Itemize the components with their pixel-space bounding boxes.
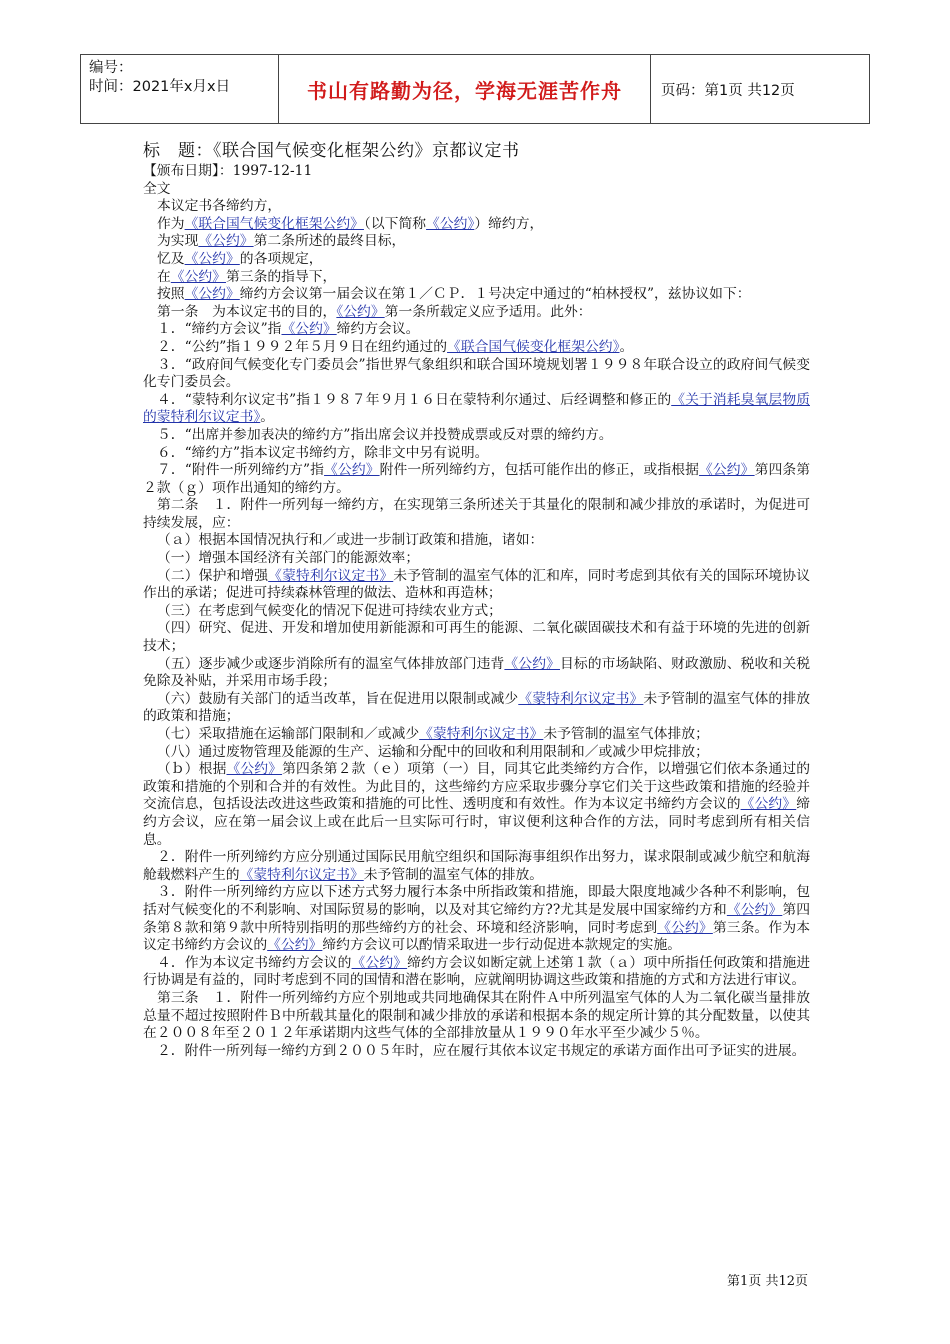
paragraph-text: 本议定书各缔约方， <box>157 198 282 215</box>
paragraph-text: 第四条第８款和第９款中所特别指明的那些缔约方的社会、环境和经济影响，同时考虑到 <box>143 901 811 936</box>
document-link[interactable]: 《联合国气候变化框架公约》 <box>447 338 620 355</box>
paragraph <box>143 269 810 287</box>
paragraph <box>143 532 810 550</box>
document-link[interactable]: 《公约》 <box>226 761 283 778</box>
paragraph-text: （一）增强本国经济有关部门的能源效率； <box>157 550 420 567</box>
paragraph-text: 。 <box>619 338 634 355</box>
paragraph <box>143 990 810 1043</box>
paragraph-text: 第二条 １．附件一所列每一缔约方，在实现第三条所述关于其量化的限制和减少排放的承诺时，为促进可持续发展，应： <box>143 497 810 531</box>
paragraph-text: 第一条 为本议定书的目的， <box>157 303 337 320</box>
paragraph-text: （八）通过废物管理及能源的生产、运输和分配中的回收和利用限制和／或减少甲烷排放； <box>157 743 709 760</box>
paragraph <box>143 339 810 357</box>
document-link[interactable]: 《公约》 <box>657 919 713 936</box>
paragraph-text: ）缔约方， <box>474 215 544 232</box>
paragraph <box>143 744 810 762</box>
paragraph-text: （ａ）根据本国情况执行和／或进一步制订政策和措施，诸如： <box>157 532 544 549</box>
paragraph-text: ４．作为本议定书缔约方会议的 <box>157 954 352 971</box>
paragraph <box>143 251 810 269</box>
paragraph-text: 未予管制的温室气体排放； <box>543 726 709 742</box>
document-link[interactable]: 《公约》 <box>267 937 323 954</box>
document-link[interactable]: 《公约》 <box>504 655 560 672</box>
header-page-info: 页码：第1页 共12页 <box>661 82 795 99</box>
paragraph <box>143 849 810 884</box>
paragraph-text: 第四条第２款（ｅ）项第（一）目，同其它此类缔约方合作，以增强它们依本条通过的政策和措施的个别和合并的有效性。为此目的，这些缔约方应采取步骤分享它们关于这些政策和措施的经验并交流信息，包括设法改进这些政策和措施的可比性、透明度和有效性。作为本议定书缔约方会议的 <box>143 761 811 813</box>
paragraph <box>143 233 810 251</box>
document-time-label: 时间：2021年x月x日 <box>89 79 231 95</box>
paragraph-text: ６．“缔约方”指本议定书缔约方，除非文中另有说明。 <box>157 444 489 461</box>
document-link[interactable]: 《公约》 <box>281 321 337 338</box>
paragraph <box>143 462 810 497</box>
document-link[interactable]: 《公约》 <box>324 462 380 479</box>
paragraph-text: ５．“出席并参加表决的缔约方”指出席会议并投赞成票或反对票的缔约方。 <box>157 426 613 443</box>
paragraph <box>143 445 810 463</box>
paragraph-text: 未予管制的温室气体的汇和库，同时考虑到其依有关的国际环境协议作出的承诺；促进可持续森林管理的做法、造林和再造林； <box>143 567 811 602</box>
paragraph-text: 第三条的指导下， <box>225 268 337 285</box>
paragraph-text: （ｂ）根据 <box>157 761 227 778</box>
document-link[interactable]: 《公约》 <box>336 303 385 320</box>
paragraph-text: 目标的市场缺陷、财政激励、税收和关税免除及补贴，并采用市场手段； <box>143 655 811 690</box>
paragraph-text: 第三条 １．附件一所列缔约方应个别地或共同地确保其在附件Ａ中所列温室气体的人为二氧化碳当量排放总量不超过按照附件Ｂ中所载其量化的限制和减少排放的承诺和根据本条的规定所计算的其分配数量，以使其在２００８年至２０１２年承诺期内这些气体的全部排放量从１９９０年水平至少减少５％。 <box>143 989 810 1042</box>
paragraph <box>143 427 810 445</box>
document-link[interactable]: 《联合国气候变化框架公约》 <box>184 215 364 232</box>
paragraph <box>143 1043 810 1061</box>
paragraph-text: 。 <box>260 409 275 426</box>
paragraph-text: （四）研究、促进、开发和增加使用新能源和可再生的能源、二氧化碳固碳技术和有益于环境的先进的创新技术； <box>143 620 810 655</box>
paragraph-text: 缔约方会议如断定就上述第１款（ａ）项中所指任何政策和措施进行协调是有益的，同时考虑到不同的国情和潜在影响，应就阐明协调这些政策和措施的方式和方法进行审议。 <box>143 954 811 989</box>
document-link[interactable]: 《关于消耗臭氧层物质的蒙特利尔议定书》 <box>143 391 810 426</box>
paragraph <box>143 603 810 621</box>
paragraph-text: ３．附件一所列缔约方应以下述方式努力履行本条中所指政策和措施，即最大限度地减少各种不利影响，包括对气候变化的不利影响、对国际贸易的影响，以及对其它缔约方??尤其是发展中国家缔约方和 <box>143 884 810 918</box>
paragraph <box>143 321 810 339</box>
paragraph-text: 未予管制的温室气体的排放的政策和措施； <box>143 690 811 725</box>
paragraph <box>143 691 810 726</box>
paragraph <box>143 216 810 234</box>
header-motto: 书山有路勤为径，学海无涯苦作舟 <box>279 55 651 123</box>
paragraph <box>143 656 810 691</box>
document-link[interactable]: 《蒙特利尔议定书》 <box>239 866 364 883</box>
paragraph-text: 附件一所列缔约方，包括可能作出的修正，或指根据 <box>379 462 700 479</box>
paragraph-text: １．“缔约方会议”指 <box>157 321 282 338</box>
document-link[interactable]: 《蒙特利尔议定书》 <box>419 726 544 742</box>
document-link[interactable]: 《公约》 <box>740 796 797 813</box>
paragraph <box>143 568 810 603</box>
document-link[interactable]: 《公约》 <box>726 901 783 918</box>
paragraph-text: 的各项规定， <box>239 250 323 267</box>
document-link[interactable]: 《公约》 <box>170 268 226 285</box>
paragraph <box>143 357 810 392</box>
paragraph-text: （二）保护和增强 <box>157 567 269 584</box>
paragraph-text: 为实现 <box>157 233 199 250</box>
document-title: 标 题：《联合国气候变化框架公约》京都议定书 <box>143 141 520 161</box>
page-footer: 第1页 共12页 <box>727 1274 808 1289</box>
paragraph-text: 未予管制的温室气体的排放。 <box>363 866 544 883</box>
paragraph-text: ４．“蒙特利尔议定书”指１９８７年９月１６日在蒙特利尔通过、后经调整和修正的 <box>157 391 672 408</box>
publish-date: 【颁布日期】：1997-12-11 <box>143 163 313 179</box>
paragraph <box>143 761 810 849</box>
paragraph-text: ７．“附件一所列缔约方”指 <box>157 462 325 479</box>
document-link[interactable]: 《蒙特利尔议定书》 <box>518 690 644 707</box>
document-link[interactable]: 《公约》 <box>184 286 240 303</box>
paragraph <box>143 392 810 427</box>
paragraph-text: （六）鼓励有关部门的适当改革，旨在促进用以限制或减少 <box>157 690 519 707</box>
paragraph <box>143 620 810 655</box>
document-link[interactable]: 《公约》 <box>351 954 408 971</box>
paragraph-text: （五）逐步减少或逐步消除所有的温室气体排放部门违背 <box>157 655 505 672</box>
paragraph-text: 第二条所述的最终目标， <box>253 233 406 250</box>
paragraph-text: ３．“政府间气候变化专门委员会”指世界气象组织和联合国环境规划署１９９８年联合设立的政府间气候变化专门委员会。 <box>143 356 810 391</box>
document-link[interactable]: 《公约》 <box>699 462 755 479</box>
paragraph <box>143 550 810 568</box>
paragraph <box>143 726 810 744</box>
header-meta <box>81 55 279 123</box>
document-link[interactable]: 《公约》 <box>198 233 254 250</box>
paragraph-text: 缔约方会议，应在第一届会议上或在此后一旦实际可行时，审议便利这种合作的方法，同时考虑到所有相关信息。 <box>143 796 810 848</box>
paragraph-text: （以下简称 <box>363 215 427 232</box>
paragraph <box>143 497 810 532</box>
article-paragraphs <box>143 198 810 1060</box>
paragraph <box>143 198 810 216</box>
paragraph-text: 在 <box>157 268 171 285</box>
document-number-label: 编号： <box>89 60 133 76</box>
paragraph-text: 作为 <box>157 215 185 232</box>
paragraph <box>143 286 810 304</box>
paragraph-text: （三）在考虑到气候变化的情况下促进可持续农业方式； <box>157 602 502 619</box>
paragraph-text: 按照 <box>157 286 185 303</box>
paragraph-text: 忆及 <box>157 250 185 267</box>
paragraph <box>143 955 810 990</box>
paragraph <box>143 304 810 322</box>
paragraph-text: 缔约方会议。 <box>336 321 420 338</box>
document-header <box>80 54 870 124</box>
document-link[interactable]: 《公约》 <box>184 250 240 267</box>
paragraph-text: 第一条所载定义应予适用。此外： <box>384 303 592 320</box>
paragraph-text: 第三条。作为本议定书缔约方会议的 <box>143 919 811 954</box>
paragraph-text: ２．附件一所列缔约方应分别通过国际民用航空组织和国际海事组织作出努力，谋求限制或减少航空和航海舱载燃料产生的 <box>143 849 810 883</box>
document-link[interactable]: 《蒙特利尔议定书》 <box>268 567 394 584</box>
paragraph-text: 缔约方会议可以酌情采取进一步行动促进本款规定的实施。 <box>322 937 682 954</box>
paragraph-text: ２．附件一所列每一缔约方到２００５年时，应在履行其依本议定书规定的承诺方面作出可予证实的进展。 <box>157 1042 806 1059</box>
paragraph-text: ２．“公约”指１９９２年５月９日在纽约通过的 <box>157 338 448 355</box>
document-link[interactable]: 《公约》 <box>426 215 475 232</box>
paragraph-text: 缔约方会议第一届会议在第１／ＣＰ．１号决定中通过的“柏林授权”，兹协议如下： <box>239 286 751 303</box>
paragraph <box>143 884 810 954</box>
document-body <box>143 140 810 1060</box>
paragraph-text: （七）采取措施在运输部门限制和／或减少 <box>157 726 420 742</box>
paragraph-text: 第四条第２款（ｇ）项作出通知的缔约方。 <box>143 462 811 496</box>
fulltext-label: 全文 <box>143 180 171 197</box>
